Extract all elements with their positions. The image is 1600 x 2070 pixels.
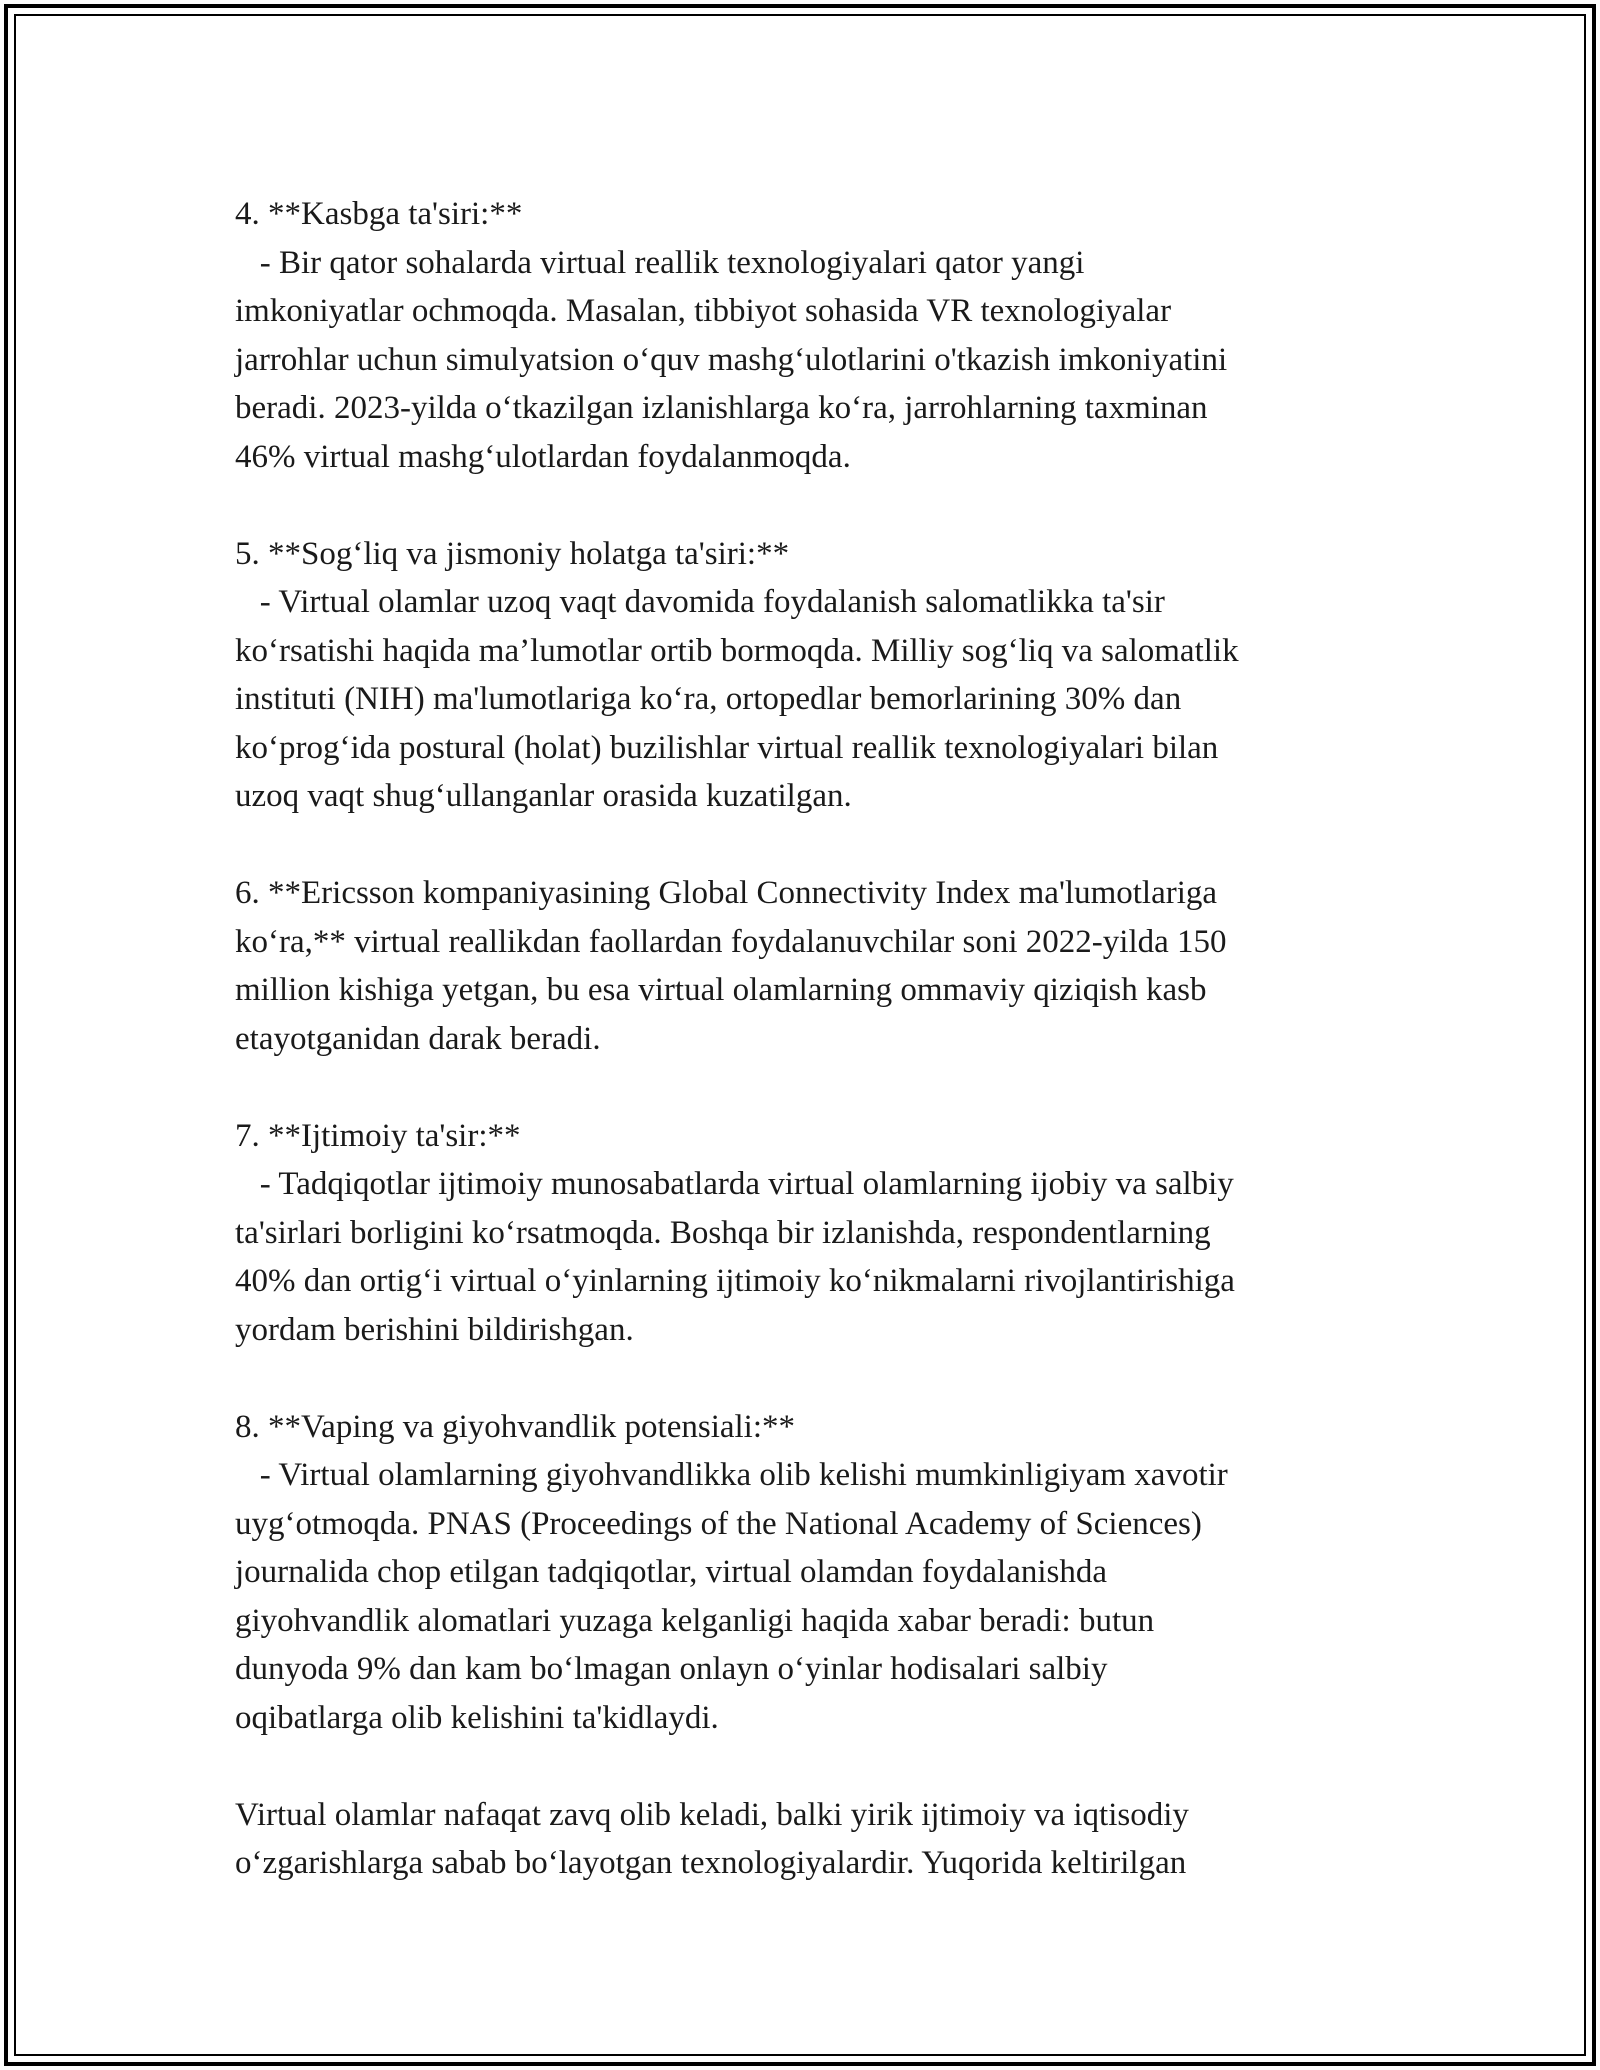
text-line: imkoniyatlar ochmoqda. Masalan, tibbiyot sohasida VR texnologiyalar (235, 293, 1172, 329)
text-line: etayotganidan darak beradi. (235, 1020, 601, 1057)
text-line: Virtual olamlar nafaqat zavq olib keladi, balki yirik ijtimoiy va iqtisodiy (235, 1796, 1189, 1833)
text-line: instituti (NIH) ma'lumotlariga ko‘ra, ortopedlar bemorlarining 30% dan (235, 681, 1182, 717)
conclusion-paragraph (235, 1791, 1435, 1888)
text-line: o‘zgarishlarga sabab bo‘layotgan texnologiyalardir. Yuqorida keltirilgan (235, 1845, 1187, 1881)
text-line: uzoq vaqt shug‘ullanganlar orasida kuzatilgan. (235, 778, 852, 814)
text-line: ko‘rsatishi haqida ma’lumotlar ortib bormoqda. Milliy sog‘liq va salomatlik (235, 632, 1239, 669)
text-line: - Virtual olamlar uzoq vaqt davomida foydalanish salomatlikka ta'sir (235, 584, 1165, 620)
section-4 (235, 190, 1435, 481)
text-line: beradi. 2023-yilda o‘tkazilgan izlanishlarga ko‘ra, jarrohlarning taxminan (235, 390, 1208, 426)
text-line: - Bir qator sohalarda virtual reallik texnologiyalari qator yangi (235, 244, 1085, 281)
text-line: ko‘prog‘ida postural (holat) buzilishlar virtual reallik texnologiyalari bilan (235, 729, 1219, 766)
section-heading: 5. **Sog‘liq va jismoniy holatga ta'siri:** (235, 535, 790, 572)
text-line: giyohvandlik alomatlari yuzaga kelganligi haqida xabar beradi: butun (235, 1602, 1155, 1639)
text-line: uyg‘otmoqda. PNAS (Proceedings of the National Academy of Sciences) (235, 1505, 1202, 1542)
section-8 (235, 1403, 1435, 1743)
section-heading: 7. **Ijtimoiy ta'sir:** (235, 1117, 521, 1154)
text-line: million kishiga yetgan, bu esa virtual olamlarning ommaviy qiziqish kasb (235, 972, 1207, 1008)
section-6 (235, 869, 1435, 1063)
text-line: dunyoda 9% dan kam bo‘lmagan onlayn o‘yinlar hodisalari salbiy (235, 1651, 1108, 1687)
text-line: - Virtual olamlarning giyohvandlikka olib kelishi mumkinligiyam xavotir (235, 1457, 1228, 1493)
text-line: 40% dan ortig‘i virtual o‘yinlarning ijtimoiy ko‘nikmalarni rivojlantirishiga (235, 1263, 1235, 1299)
text-line: oqibatlarga olib kelishini ta'kidlaydi. (235, 1699, 719, 1736)
text-line: yordam berishini bildirishgan. (235, 1311, 634, 1348)
text-line: journalida chop etilgan tadqiqotlar, virtual olamdan foydalanishda (235, 1554, 1108, 1590)
text-line: jarrohlar uchun simulyatsion o‘quv mashg‘ulotlarini o'tkazish imkoniyatini (235, 341, 1228, 378)
section-5 (235, 530, 1435, 821)
text-line: ko‘ra,** virtual reallikdan faollardan foydalanuvchilar soni 2022-yilda 150 (235, 923, 1227, 960)
section-heading: 4. **Kasbga ta'siri:** (235, 196, 523, 232)
section-heading: 8. **Vaping va giyohvandlik potensiali:** (235, 1408, 796, 1445)
text-line: - Tadqiqotlar ijtimoiy munosabatlarda virtual olamlarning ijobiy va salbiy (235, 1166, 1234, 1202)
section-heading: 6. **Ericsson kompaniyasining Global Connectivity Index ma'lumotlariga (235, 875, 1218, 911)
section-7 (235, 1112, 1435, 1355)
document-body (235, 190, 1435, 1888)
text-line: ta'sirlari borligini ko‘rsatmoqda. Boshqa bir izlanishda, respondentlarning (235, 1214, 1211, 1251)
text-line: 46% virtual mashg‘ulotlardan foydalanmoqda. (235, 438, 851, 475)
